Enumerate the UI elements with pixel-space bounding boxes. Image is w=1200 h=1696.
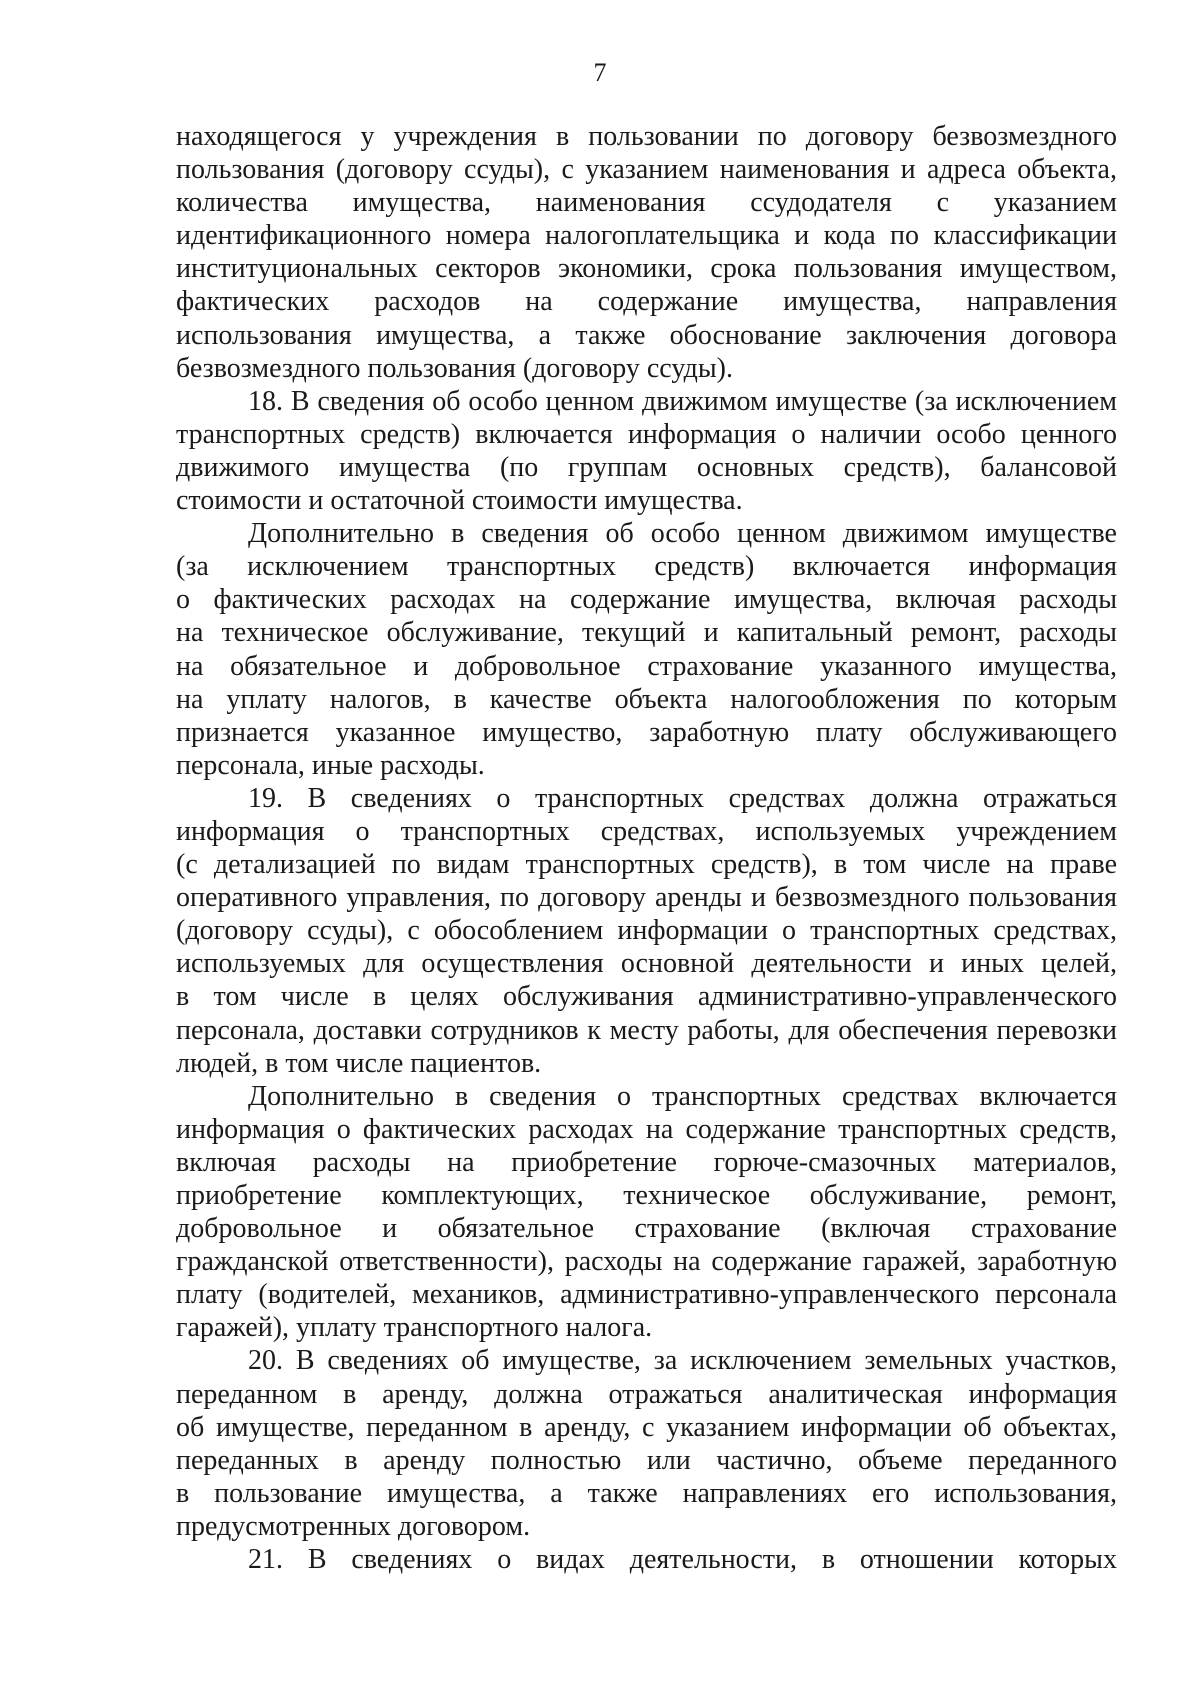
text-line: людей, в том числе пациентов. — [176, 1047, 542, 1079]
text-line: в том числе в целях обслуживания административно-управленческого — [176, 981, 1117, 1013]
text-line: переданном в аренду, должна отражаться аналитическая информация — [176, 1378, 1117, 1410]
text-line: 20. В сведениях об имуществе, за исключением земельных участков, — [248, 1345, 1117, 1377]
paragraph — [176, 1543, 1117, 1576]
text-line: стоимости и остаточной стоимости имущества. — [176, 485, 743, 517]
text-line: Дополнительно в сведения о транспортных средствах включается — [248, 1080, 1117, 1112]
text-line: персонала, иные расходы. — [176, 749, 485, 781]
text-line: Дополнительно в сведения об особо ценном движимом имуществе — [248, 518, 1117, 550]
text-line: на уплату налогов, в качестве объекта налогообложения по которым — [176, 683, 1117, 715]
text-line: переданных в аренду полностью или частично, объеме переданного — [176, 1444, 1117, 1476]
text-line: персонала, доставки сотрудников к месту работы, для обеспечения перевозки — [176, 1014, 1117, 1046]
text-line: включая расходы на приобретение горюче-смазочных материалов, — [176, 1146, 1117, 1178]
paragraph — [176, 385, 1117, 517]
text-line: информация о транспортных средствах, используемых учреждением — [176, 815, 1117, 847]
text-line: использования имущества, а также обоснование заключения договора — [176, 319, 1117, 351]
text-line: о фактических расходах на содержание имущества, включая расходы — [176, 584, 1117, 616]
paragraph — [176, 120, 1117, 385]
text-line: об имуществе, переданном в аренду, с указанием информации об объектах, — [176, 1411, 1117, 1443]
text-line: на техническое обслуживание, текущий и капитальный ремонт, расходы — [176, 617, 1117, 649]
paragraph — [176, 782, 1117, 1080]
text-line: используемых для осуществления основной деятельности и иных целей, — [176, 948, 1117, 980]
text-line: гаражей), уплату транспортного налога. — [176, 1312, 653, 1344]
text-line: (с детализацией по видам транспортных средств), в том числе на праве — [176, 849, 1117, 881]
text-line: гражданской ответственности), расходы на содержание гаражей, заработную — [176, 1246, 1117, 1278]
text-line: 21. В сведениях о видах деятельности, в отношении которых — [248, 1544, 1117, 1576]
text-line: признается указанное имущество, заработную плату обслуживающего — [176, 716, 1117, 748]
text-line: в пользование имущества, а также направлениях его использования, — [176, 1477, 1117, 1509]
paragraph — [176, 517, 1117, 782]
text-line: (за исключением транспортных средств) включается информация — [176, 551, 1117, 583]
text-line: 19. В сведениях о транспортных средствах должна отражаться — [248, 782, 1117, 814]
text-line: предусмотренных договором. — [176, 1510, 531, 1542]
text-line: идентификационного номера налогоплательщика и кода по классификации — [176, 220, 1117, 252]
text-line: оперативного управления, по договору аренды и безвозмездного пользования — [176, 882, 1117, 914]
text-line: фактических расходов на содержание имущества, направления — [176, 286, 1117, 318]
text-line: транспортных средств) включается информация о наличии особо ценного — [176, 418, 1117, 450]
paragraph — [176, 1080, 1117, 1345]
text-line: приобретение комплектующих, техническое обслуживание, ремонт, — [176, 1180, 1117, 1211]
text-line: информация о фактических расходах на содержание транспортных средств, — [176, 1113, 1117, 1145]
text-line: институциональных секторов экономики, срока пользования имуществом, — [176, 253, 1117, 285]
text-line: пользования (договору ссуды), с указанием наименования и адреса объекта, — [176, 154, 1117, 186]
text-line: (договору ссуды), с обособлением информации о транспортных средствах, — [176, 915, 1117, 947]
text-line: количества имущества, наименования ссудодателя с указанием — [176, 187, 1117, 219]
paragraph — [176, 1344, 1117, 1543]
text-line: безвозмездного пользования (договору ссуды). — [176, 352, 733, 384]
text-line: плату (водителей, механиков, административно-управленческого персонала — [176, 1279, 1117, 1311]
text-line: находящегося у учреждения в пользовании по договору безвозмездного — [176, 121, 1117, 152]
document-body — [176, 120, 1117, 1576]
text-line: 18. В сведения об особо ценном движимом имуществе (за исключением — [248, 385, 1117, 417]
page-number: 7 — [593, 58, 607, 87]
text-line: добровольное и обязательное страхование (включая страхование — [176, 1213, 1117, 1245]
text-line: движимого имущества (по группам основных средств), балансовой — [176, 451, 1117, 483]
text-line: на обязательное и добровольное страхование указанного имущества, — [176, 650, 1117, 682]
